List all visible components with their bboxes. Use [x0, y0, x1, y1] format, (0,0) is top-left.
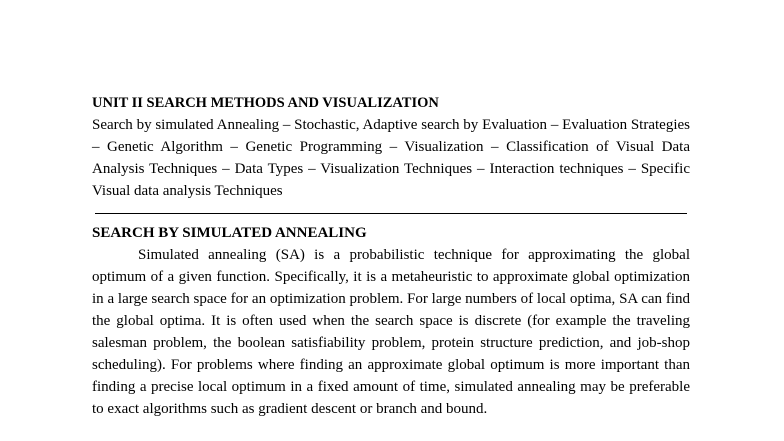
horizontal-rule: [95, 213, 687, 214]
document-page: [92, 92, 690, 420]
unit-heading: UNIT II SEARCH METHODS AND VISUALIZATION: [92, 95, 439, 111]
section-heading: SEARCH BY SIMULATED ANNEALING: [92, 225, 367, 241]
section-paragraph: Simulated annealing (SA) is a probabilistic technique for approximating the global optimum of a given function. Specifically, it is a metaheuristic to approximate global optimization in a large search space for an optimization problem. For large numbers of local optima, SA can find the global optima. It is often used when the search space is discrete (for example the traveling salesman problem, the boolean satisfiability problem, protein structure prediction, and job-shop scheduling). For problems where finding an approximate global optimum is more important than finding a precise local optimum in a fixed amount of time, simulated annealing may be preferable to exact algorithms such as gradient descent or branch and bound.: [92, 247, 690, 417]
unit-topics: Search by simulated Annealing – Stochastic, Adaptive search by Evaluation – Evaluation Strategies – Genetic Algorithm – Genetic Programming – Visualization – Classification of Visual Data Analysis Techniques – Data Types – Visualization Techniques – Interaction techniques – Specific Visual data analysis Techniques: [92, 117, 690, 199]
